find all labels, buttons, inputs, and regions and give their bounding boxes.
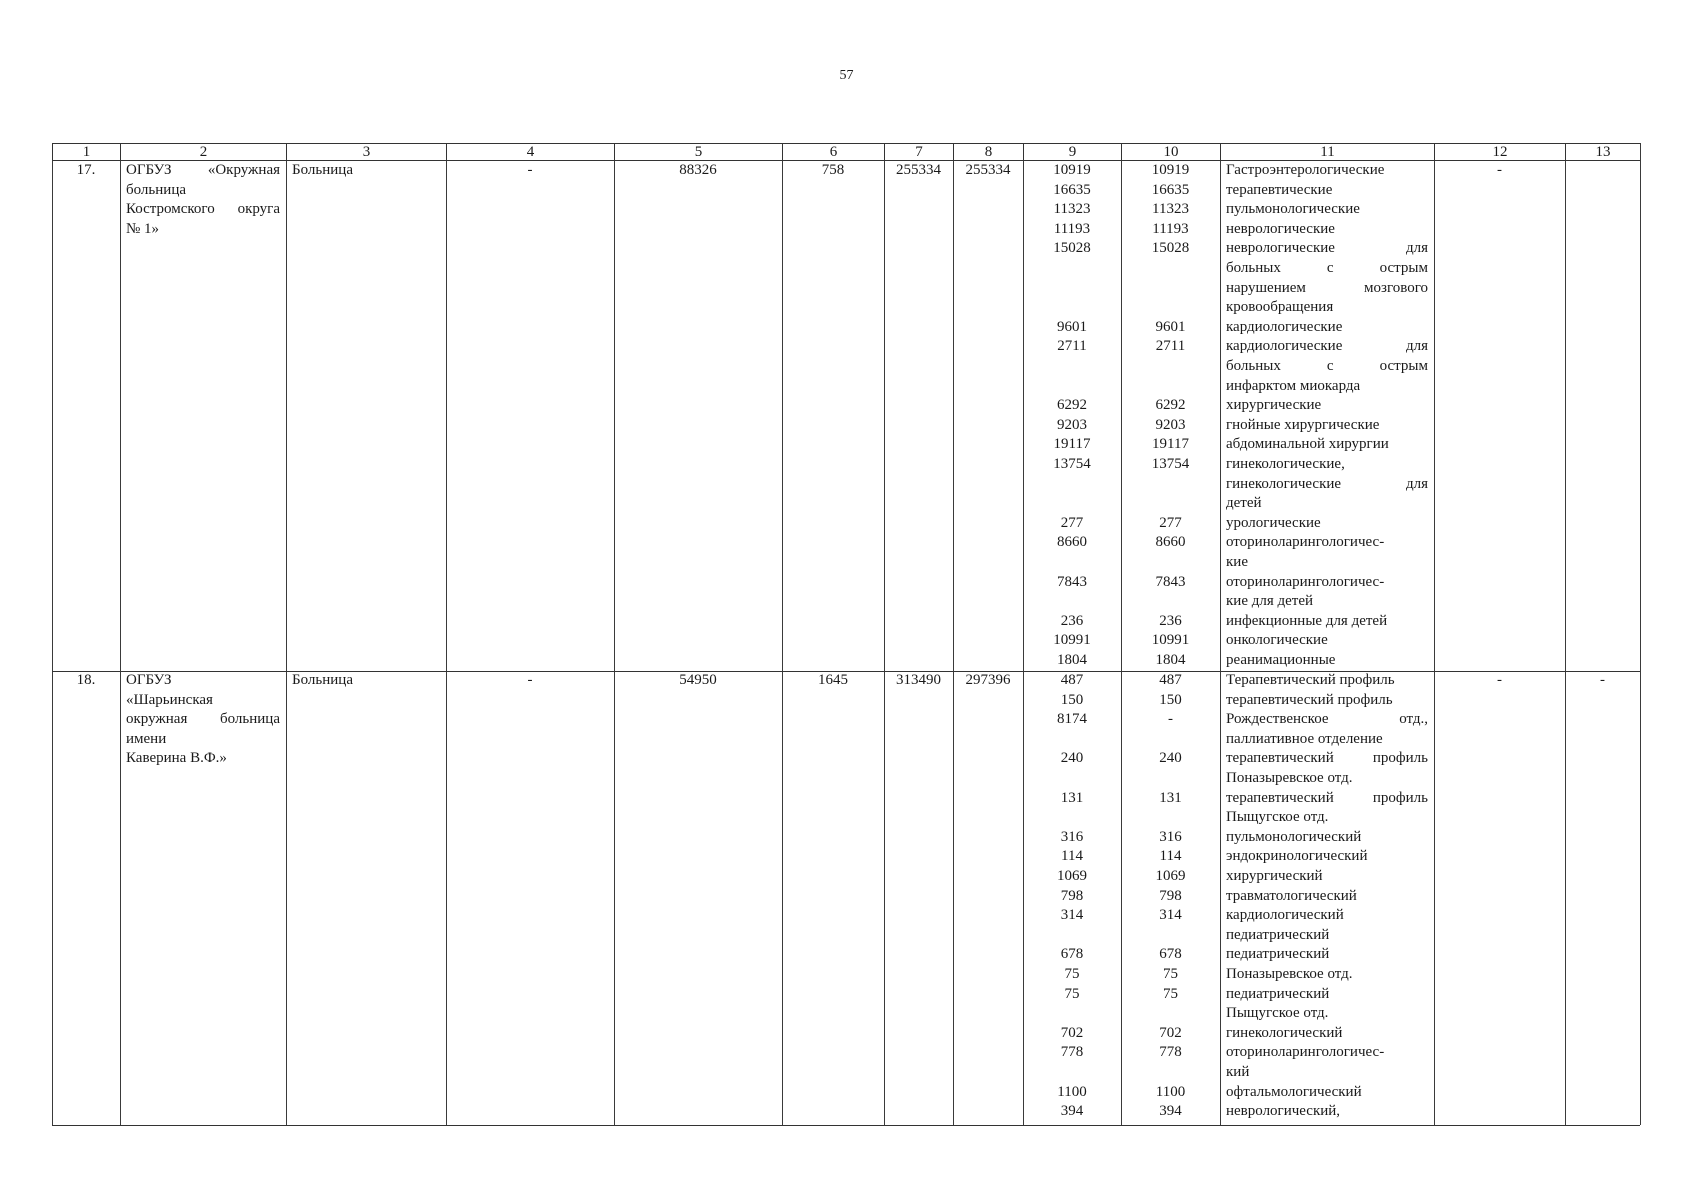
column-header: 13	[1565, 143, 1640, 161]
profile-name: больных с острым	[1226, 358, 1428, 374]
beds-value: 1069	[1155, 868, 1186, 884]
profile-name: Пыщугское отд.	[1226, 1005, 1329, 1022]
beds-value: 778	[1159, 1044, 1182, 1061]
organization-name: ОГБУЗ	[126, 672, 172, 688]
beds-value: 1100	[1057, 1083, 1087, 1100]
profile-name: терапевтический профиль	[1226, 691, 1393, 708]
profile-name: паллиативное отделение	[1226, 730, 1383, 747]
beds-value: 277	[1060, 514, 1084, 531]
beds-value: 678	[1060, 946, 1084, 963]
col-7-value: 255334	[896, 162, 941, 178]
profile-name: терапевтический профиль	[1226, 789, 1428, 806]
beds-value: 394	[1159, 1103, 1182, 1120]
beds-value: 2711	[1155, 338, 1186, 355]
profile-name: эндокринологический	[1226, 848, 1368, 865]
col-6-value: 1645	[818, 672, 848, 688]
beds-value: 487	[1159, 672, 1182, 688]
beds-value: -	[1168, 711, 1173, 728]
col-4-value: -	[527, 672, 533, 688]
profile-name: неврологический,	[1226, 1103, 1341, 1120]
row-divider	[52, 1125, 1640, 1126]
profile-name: кий	[1226, 1064, 1250, 1080]
profile-name: оториноларингологичес-	[1226, 1044, 1385, 1061]
beds-value: 10919	[1151, 162, 1190, 178]
beds-value: 75	[1163, 985, 1178, 1002]
profile-name: нарушением мозгового	[1226, 279, 1428, 296]
beds-value: 9601	[1155, 318, 1186, 335]
column-header: 2	[120, 143, 286, 161]
row-number: 18.	[76, 672, 96, 688]
profile-name: абдоминальной хирургии	[1226, 436, 1389, 453]
beds-value: 150	[1159, 691, 1182, 708]
beds-value: 11323	[1152, 201, 1189, 218]
column-divider	[1121, 161, 1122, 1125]
column-divider	[1023, 161, 1024, 1125]
beds-value: 16635	[1053, 181, 1091, 198]
profile-name: реанимационные	[1226, 652, 1336, 668]
beds-value: 798	[1159, 887, 1182, 904]
column-divider	[884, 161, 885, 1125]
profile-name: гинекологический	[1226, 1024, 1343, 1041]
column-divider	[120, 161, 121, 1125]
profile-name: кровообращения	[1226, 299, 1334, 316]
column-divider	[1565, 161, 1566, 1125]
beds-value: 7843	[1155, 573, 1186, 590]
facility-type: Больница	[292, 162, 353, 178]
profile-name: педиатрический	[1226, 946, 1330, 963]
column-header: 1	[52, 143, 120, 161]
beds-value: 16635	[1151, 181, 1190, 198]
profile-name: пульмонологические	[1226, 201, 1360, 218]
column-divider	[1640, 161, 1641, 1125]
col-6-value: 758	[821, 162, 845, 178]
col-5-value: 88326	[679, 162, 717, 178]
organization-name: № 1»	[126, 220, 160, 237]
profile-name: кардиологические для	[1226, 338, 1428, 355]
profile-name: кардиологические	[1226, 318, 1343, 335]
beds-value: 6292	[1057, 397, 1087, 414]
col-12-value: -	[1497, 672, 1502, 688]
beds-value: 10991	[1151, 632, 1190, 649]
beds-value: 1100	[1155, 1083, 1186, 1100]
beds-value: 11323	[1053, 201, 1091, 218]
profile-name: детей	[1226, 495, 1262, 512]
beds-value: 314	[1060, 907, 1084, 924]
profile-name: Гастроэнтерологические	[1226, 162, 1385, 178]
beds-value: 15028	[1151, 240, 1190, 257]
organization-name: окружная больница	[126, 711, 280, 728]
organization-name: больница	[126, 181, 186, 198]
beds-value: 2711	[1057, 338, 1087, 355]
profile-name: неврологические для	[1226, 240, 1428, 257]
beds-value: 487	[1060, 672, 1084, 688]
facility-type: Больница	[292, 672, 353, 688]
profile-name: оториноларингологичес-	[1226, 534, 1385, 551]
beds-value: 131	[1159, 789, 1182, 806]
organization-name: имени	[126, 730, 167, 747]
beds-value: 314	[1159, 907, 1182, 924]
column-header: 8	[953, 143, 1023, 161]
beds-value: 316	[1060, 828, 1084, 845]
beds-value: 9203	[1057, 416, 1087, 433]
column-header: 9	[1023, 143, 1121, 161]
page-number: 57	[839, 68, 854, 83]
table-border	[1640, 143, 1641, 161]
col-12-value: -	[1497, 162, 1502, 178]
profile-name: гинекологические,	[1226, 456, 1345, 472]
beds-value: 240	[1060, 750, 1084, 767]
profile-name: терапевтический профиль	[1226, 750, 1428, 767]
beds-value: 702	[1159, 1024, 1182, 1041]
beds-value: 1804	[1057, 652, 1087, 668]
profile-name: хирургические	[1226, 397, 1322, 414]
profile-name: онкологические	[1226, 632, 1328, 649]
column-divider	[953, 161, 954, 1125]
column-divider	[1434, 161, 1435, 1125]
column-divider	[446, 161, 447, 1125]
column-divider	[614, 161, 615, 1125]
col-13-value: -	[1600, 672, 1605, 688]
column-divider	[286, 161, 287, 1125]
profile-name: педиатрический	[1226, 985, 1330, 1002]
profile-name: гнойные хирургические	[1226, 416, 1380, 433]
beds-value: 702	[1060, 1024, 1084, 1041]
beds-value: 114	[1061, 848, 1083, 865]
organization-name: ОГБУЗ «Окружная	[126, 162, 280, 178]
profile-name: офтальмологический	[1226, 1083, 1362, 1100]
col-8-value: 297396	[965, 672, 1011, 688]
beds-value: 13754	[1053, 456, 1091, 472]
col-5-value: 54950	[679, 672, 717, 688]
profile-name: кардиологический	[1226, 907, 1344, 924]
column-header: 12	[1434, 143, 1565, 161]
profile-name: гинекологические для	[1226, 475, 1428, 492]
beds-value: 15028	[1053, 240, 1091, 257]
organization-name: «Шарьинская	[126, 691, 213, 708]
beds-value: 8174	[1057, 711, 1087, 728]
beds-value: 277	[1159, 514, 1182, 531]
column-header: 11	[1220, 143, 1434, 161]
profile-name: Пыщугское отд.	[1226, 809, 1329, 826]
col-4-value: -	[527, 162, 533, 178]
beds-value: 150	[1060, 691, 1084, 708]
beds-value: 10919	[1053, 162, 1091, 178]
beds-value: 114	[1159, 848, 1182, 865]
column-header: 4	[446, 143, 614, 161]
beds-value: 75	[1163, 966, 1178, 982]
profile-name: кие для детей	[1226, 593, 1314, 610]
beds-value: 9601	[1057, 318, 1087, 335]
beds-value: 778	[1060, 1044, 1084, 1061]
profile-name: оториноларингологичес-	[1226, 573, 1385, 590]
organization-name: Каверина В.Ф.»	[126, 750, 227, 767]
beds-value: 394	[1060, 1103, 1084, 1120]
profile-name: урологические	[1226, 514, 1321, 531]
column-divider	[52, 161, 53, 1125]
beds-value: 131	[1060, 789, 1084, 806]
profile-name: терапевтические	[1226, 181, 1333, 198]
beds-value: 8660	[1155, 534, 1186, 551]
beds-value: 10991	[1053, 632, 1091, 649]
col-8-value: 255334	[965, 162, 1011, 178]
beds-value: 11193	[1152, 220, 1189, 237]
profile-name: педиатрический	[1226, 926, 1330, 943]
column-divider	[1220, 161, 1221, 1125]
beds-value: 19117	[1152, 436, 1189, 453]
profile-name: инфекционные для детей	[1226, 612, 1388, 629]
beds-value: 240	[1159, 750, 1182, 767]
beds-value: 11193	[1053, 220, 1091, 237]
beds-value: 75	[1064, 966, 1080, 982]
profile-name: Терапевтический профиль	[1226, 672, 1395, 688]
column-header: 3	[286, 143, 446, 161]
col-7-value: 313490	[896, 672, 941, 688]
profile-name: Поназыревское отд.	[1226, 966, 1353, 982]
beds-value: 8660	[1057, 534, 1087, 551]
beds-value: 236	[1060, 612, 1084, 629]
row-number: 17.	[76, 162, 96, 178]
beds-value: 236	[1159, 612, 1182, 629]
profile-name: Рождественское отд.,	[1226, 711, 1428, 728]
column-header: 5	[614, 143, 782, 161]
beds-value: 678	[1159, 946, 1182, 963]
column-header: 10	[1121, 143, 1220, 161]
column-header: 6	[782, 143, 884, 161]
beds-value: 1804	[1155, 652, 1186, 668]
beds-value: 6292	[1155, 397, 1186, 414]
beds-value: 7843	[1057, 573, 1087, 590]
profile-name: пульмонологический	[1226, 828, 1362, 845]
beds-value: 13754	[1151, 456, 1190, 472]
beds-value: 316	[1159, 828, 1182, 845]
profile-name: инфарктом миокарда	[1226, 377, 1361, 394]
profile-name: Поназыревское отд.	[1226, 770, 1353, 786]
beds-value: 9203	[1155, 416, 1186, 433]
beds-value: 19117	[1053, 436, 1091, 453]
profile-name: травматологический	[1226, 887, 1357, 904]
beds-value: 798	[1060, 887, 1084, 904]
beds-value: 75	[1064, 985, 1080, 1002]
profile-name: неврологические	[1226, 220, 1335, 237]
column-header: 7	[884, 143, 953, 161]
profile-name: кие	[1226, 554, 1248, 570]
beds-value: 1069	[1057, 868, 1087, 884]
profile-name: больных с острым	[1226, 260, 1428, 276]
profile-name: хирургический	[1226, 868, 1323, 884]
organization-name: Костромского округа	[126, 201, 280, 218]
column-divider	[782, 161, 783, 1125]
